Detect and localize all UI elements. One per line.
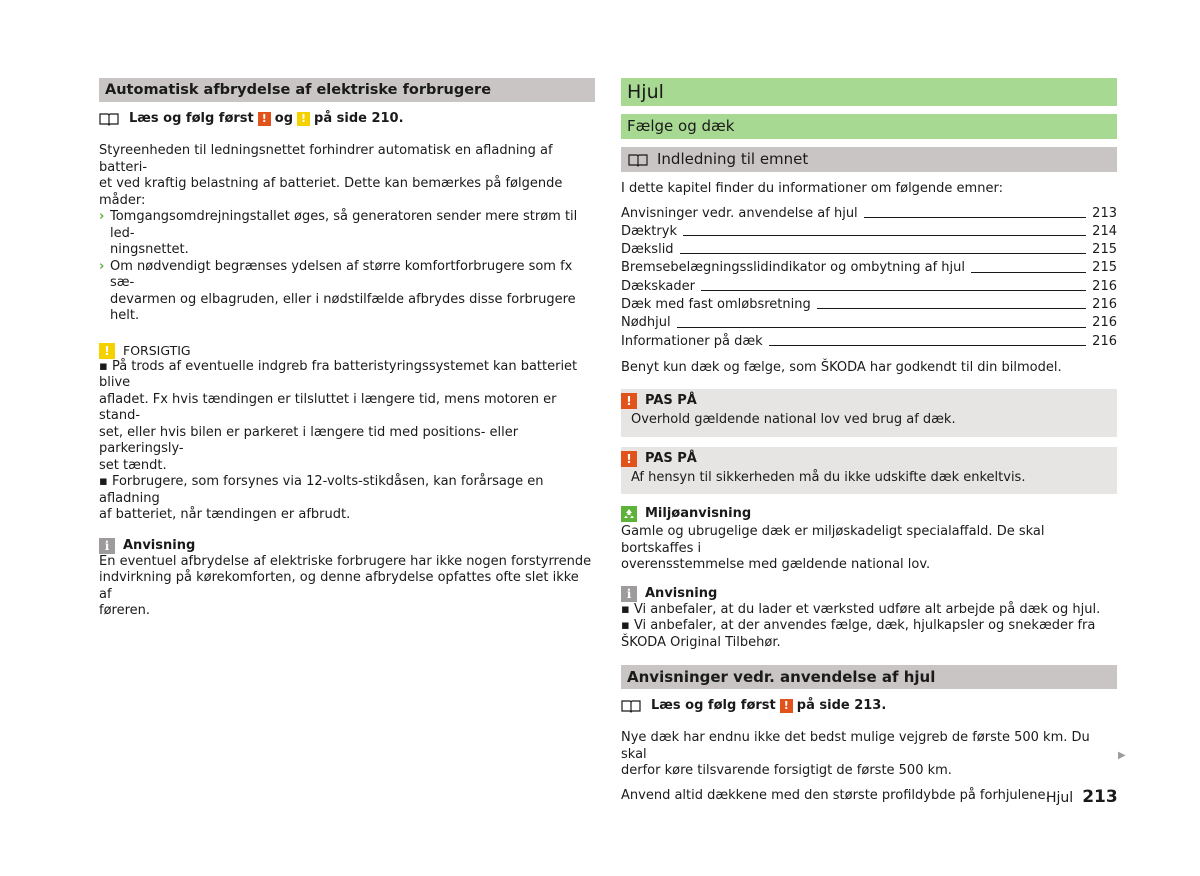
toc-item[interactable]: Bremsebelægningsslidindikator og ombytning af hjul 215 — [621, 260, 1117, 276]
chevron-right-icon: › — [99, 209, 105, 224]
page-number: 213 — [1082, 787, 1118, 807]
reference-line — [99, 111, 595, 126]
caution-header — [99, 343, 595, 359]
note-block: i Anvisning ▪ Vi anbefaler, at du lader et værksted udføre alt arbejde på dæk og hjul. ▪ Vi anbefaler, at der anvendes fælge, dæk, hjulkapsler og snekæder fra ŠKODA Original Tilbehør. — [621, 586, 1117, 652]
section-title: Automatisk afbrydelse af elektriske forbrugere — [99, 78, 595, 102]
subsection-title — [621, 147, 1117, 172]
ref-mid: og — [274, 111, 294, 126]
book-icon — [99, 112, 119, 126]
warning-icon: ! — [780, 699, 793, 713]
subsection-label: Indledning til emnet — [657, 150, 809, 168]
note-header — [621, 586, 1117, 602]
warning-header — [621, 451, 1107, 467]
toc-item[interactable]: Dækslid 215 — [621, 242, 1117, 258]
recycle-icon — [621, 506, 637, 522]
warning-header — [621, 393, 1107, 409]
tire-paragraph: Nye dæk har endnu ikke det bedst mulige vejgreb de første 500 km. Du skal derfor køre tilsvarende forsigtigt de første 500 km. — [621, 730, 1090, 779]
warning-box: ! PAS PÅ Overhold gældende national lov ved brug af dæk. — [621, 389, 1117, 437]
caution-block: ! FORSIGTIG ▪ På trods af eventuelle indgreb fra batteristyringssystemet kan batteriet blive afladet. Fx hvis tændingen er tilsluttet i længere tid, mens motoren er stand- set, eller hvis bilen er parkeret i længere tid med positions- eller parkeringsly- set tændt. ▪ Forbrugere, som forsynes via 12-volts-stikdåsen, kan forårsage en afladning af batteriet, når tændingen er afbrudt. — [99, 343, 595, 524]
intro-paragraph: Styreenheden til ledningsnettet forhindrer automatisk en afladning af batteri- et ved kraftig belastning af batteriet. Dette kan bemærkes på følgende måder: — [99, 143, 563, 208]
table-of-contents — [621, 205, 1117, 351]
ref-prefix: Læs og følg først — [651, 698, 776, 714]
footer-section: Hjul — [1046, 790, 1074, 806]
warning-icon: ! — [621, 393, 637, 409]
book-icon — [621, 699, 641, 713]
list-item: › Om nødvendigt begrænses ydelsen af større komfortforbrugere som fx sæ- devarmen og elbagruden, eller i nødstilfælde afbrydes disse forbrugere helt. — [99, 258, 576, 323]
right-column — [621, 78, 1117, 804]
section-title: Fælge og dæk — [621, 114, 1117, 139]
next-page-arrow-icon: ▶ — [1118, 750, 1126, 761]
warning-icon: ! — [621, 451, 637, 467]
warning-label: PAS PÅ — [645, 393, 697, 409]
note-header — [99, 538, 595, 554]
front-tire-paragraph: Anvend altid dækkene med den største profildybde på forhjulene. — [621, 787, 1050, 803]
ref-suffix: på side 213. — [796, 698, 887, 714]
chevron-right-icon: › — [99, 258, 105, 274]
caution-label: FORSIGTIG — [123, 342, 191, 358]
caution-icon: ! — [297, 112, 310, 126]
environment-header — [621, 506, 1117, 522]
toc-item[interactable]: Anvisninger vedr. anvendelse af hjul 213 — [621, 205, 1117, 221]
book-icon — [627, 153, 649, 167]
toc-item[interactable]: Nødhjul 216 — [621, 315, 1117, 331]
page-footer — [1046, 787, 1118, 807]
note-label: Anvisning — [123, 537, 196, 553]
info-icon: i — [621, 586, 637, 602]
section-title: Anvisninger vedr. anvendelse af hjul — [621, 665, 1117, 689]
warning-box: ! PAS PÅ Af hensyn til sikkerheden må du ikke udskifte dæk enkeltvis. — [621, 447, 1117, 495]
environment-block: Miljøanvisning Gamle og ubrugelige dæk er miljøskadeligt specialaffald. De skal bortskaffes i overensstemmelse med gældende national lov. — [621, 506, 1117, 574]
note-label: Anvisning — [645, 585, 718, 601]
toc-item[interactable]: Dæktryk 214 — [621, 223, 1117, 239]
toc-item[interactable]: Informationer på dæk 216 — [621, 333, 1117, 349]
toc-item[interactable]: Dækskader 216 — [621, 278, 1117, 294]
warning-icon: ! — [258, 112, 271, 126]
chapter-title: Hjul — [621, 78, 1117, 106]
ref-suffix: på side 210. — [314, 111, 404, 126]
caution-icon: ! — [99, 343, 115, 359]
reference-line — [621, 698, 1117, 713]
info-icon: i — [99, 538, 115, 554]
list-item: › Tomgangsomdrejningstallet øges, så generatoren sender mere strøm til led- ningsnettet. — [99, 209, 578, 257]
note-block: i Anvisning En eventuel afbrydelse af elektriske forbrugere har ikke nogen forstyrrende indvirkning på kørekomforten, og denne afbrydelse opfattes ofte slet ikke af føreren. — [99, 538, 595, 620]
warning-label: PAS PÅ — [645, 450, 697, 466]
ref-prefix: Læs og følg først — [129, 111, 254, 126]
toc-intro: I dette kapitel finder du informationer om følgende emner: — [621, 181, 1003, 196]
approved-paragraph: Benyt kun dæk og fælge, som ŠKODA har godkendt til din bilmodel. — [621, 359, 1062, 375]
toc-item[interactable]: Dæk med fast omløbsretning 216 — [621, 296, 1117, 312]
environment-label: Miljøanvisning — [645, 506, 752, 522]
left-column — [99, 78, 595, 620]
